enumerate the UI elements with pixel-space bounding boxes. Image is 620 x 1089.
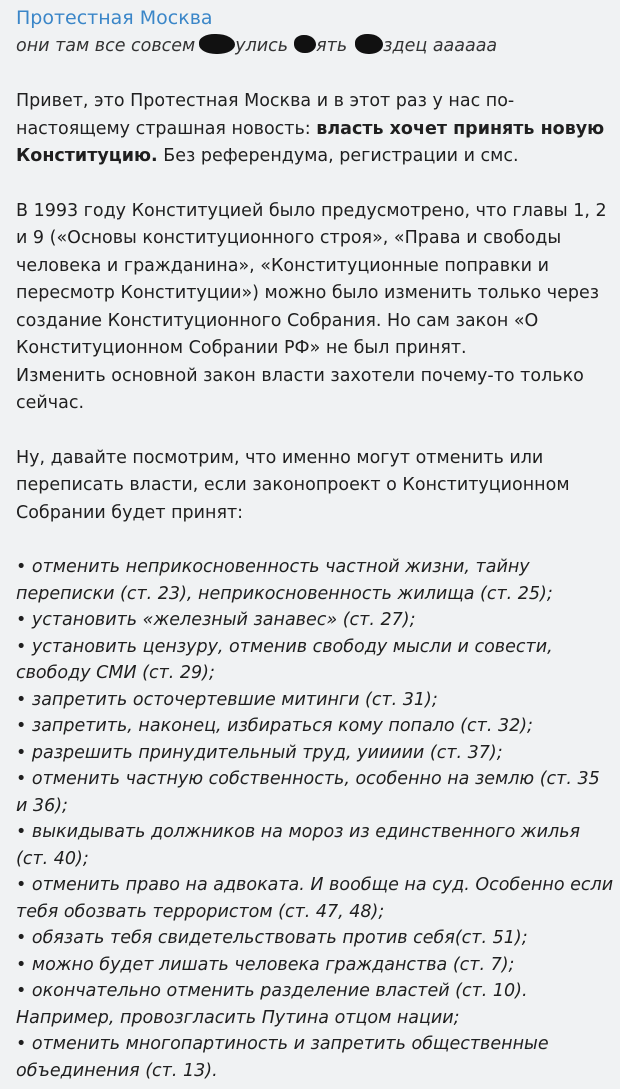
censor-blot <box>355 34 383 54</box>
list-item: • окончательно отменить разделение властей (ст. 10). <box>16 981 528 1001</box>
reply-preview[interactable] <box>16 32 616 60</box>
list-item: • запретить, наконец, избираться кому попало (ст. 32); <box>16 716 533 736</box>
reply-text-4: здец аааааа <box>383 36 498 56</box>
list-item: • установить цензуру, отменив свободу мысли и совести, свободу СМИ (ст. 29); <box>16 636 553 683</box>
reply-text-2: улись <box>235 36 289 56</box>
list-item: • можно будет лишать человека гражданства (ст. 7); <box>16 954 515 975</box>
history-paragraph: В 1993 году Конституцией было предусмотрено, что главы 1, 2 и 9 («Основы конституционного строя», «Права и свободы человека и гражданина», «Конституционные поправки и пересмотр Конституции») можно было изменить только через создание Конституционного Собрания. Но сам закон «О Конституционном Собрании РФ» не был принят. <box>16 200 607 358</box>
list-item: • запретить осточертевшие митинги (ст. 31); <box>16 689 438 710</box>
censor-blot <box>294 35 316 53</box>
list-item: • отменить право на адвоката. И вообще на суд. Особенно если тебя обозвать террористом (ст. 47, 48); <box>16 875 614 922</box>
intro-text-after: Без референдума, регистрации и смс. <box>157 146 519 166</box>
intro-paragraph <box>16 88 616 171</box>
list-item: • установить «железный занавес» (ст. 27); <box>16 610 416 630</box>
lead-paragraph: Ну, давайте посмотрим, что именно могут отменить или переписать власти, если законопроект о Конституционном Собрании будет принят: <box>16 447 570 523</box>
list-item: • отменить неприкосновенность частной жизни, тайну переписки (ст. 23), неприкосновенность жилища (ст. 25); <box>16 557 553 604</box>
list-item: • отменить частную собственность, особенно на землю (ст. 35 и 36); <box>16 769 600 816</box>
reply-text-3: ять <box>316 36 348 56</box>
list-item: • обязать тебя свидетельствовать против себя(ст. 51); <box>16 928 528 948</box>
reply-text-1: они там все совсем <box>16 36 196 56</box>
list-item: • разрешить принудительный труд, уиииии (ст. 37); <box>16 742 503 763</box>
list-item: • отменить многопартиность и запретить общественные объединения (ст. 13). <box>16 1034 549 1081</box>
intro-text: Привет, это Протестная Москва и в этот раз у нас по-настоящему страшная новость: <box>16 91 515 139</box>
censor-blot <box>199 34 235 54</box>
amendments-list <box>16 554 616 1084</box>
history-followup: Изменить основной закон власти захотели почему-то только сейчас. <box>16 365 584 413</box>
list-item: • выкидывать должников на мороз из единственного жилья (ст. 40); <box>16 822 581 869</box>
channel-name[interactable]: Протестная Москва <box>16 7 213 29</box>
intro-bold: власть хочет принять новую Конституцию. <box>16 118 605 166</box>
message-post <box>16 4 616 1084</box>
list-item: Например, провозгласить Путина отцом нации; <box>16 1007 460 1028</box>
